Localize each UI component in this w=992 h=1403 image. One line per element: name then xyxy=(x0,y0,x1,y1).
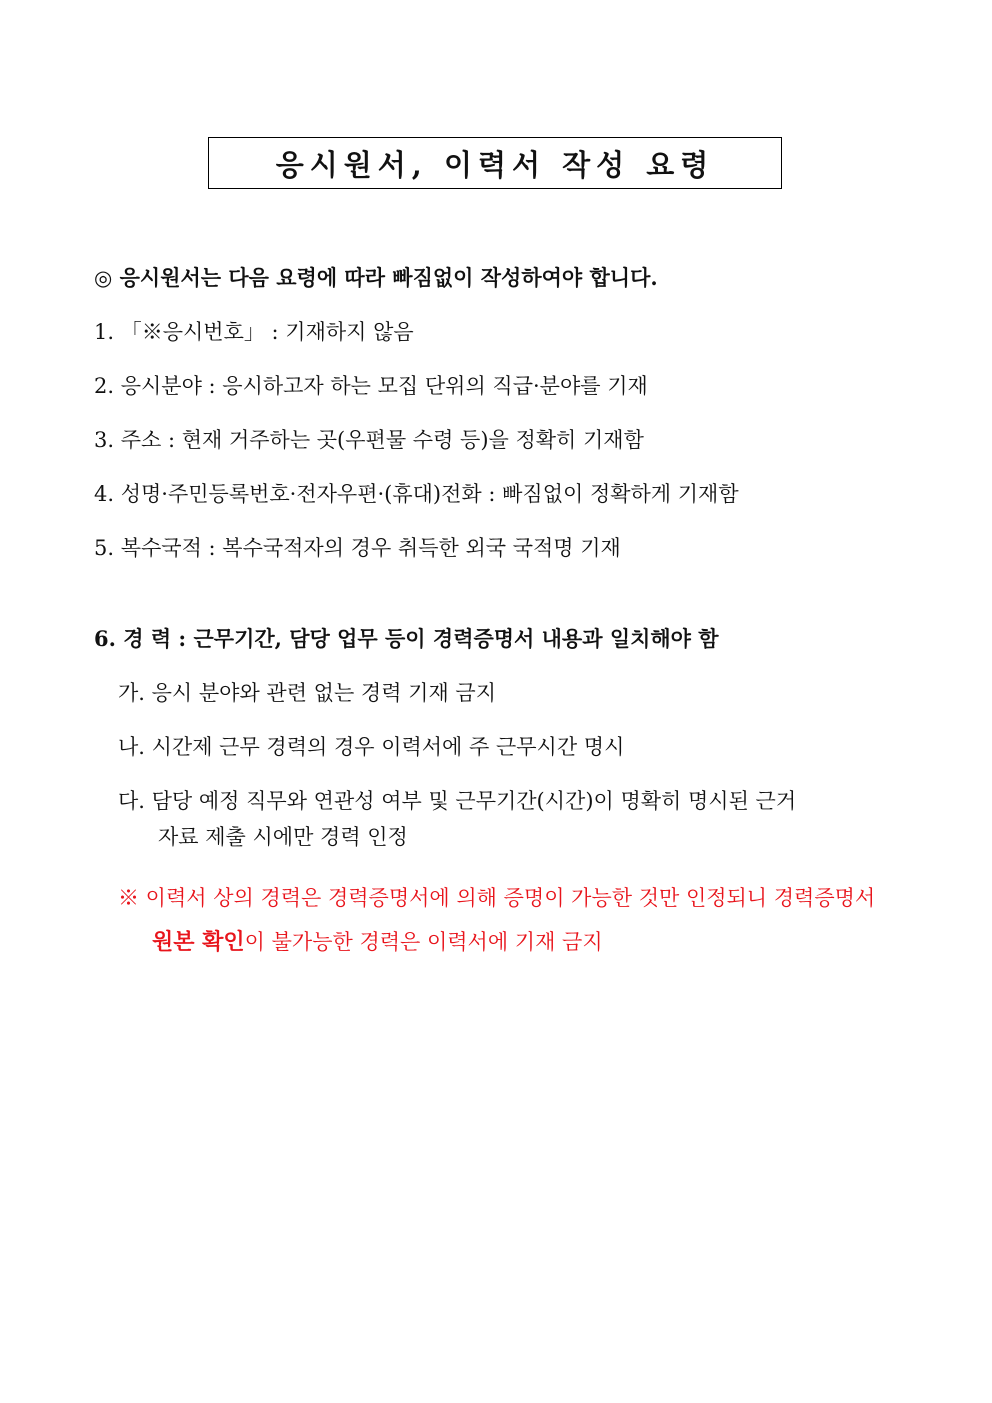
career-sub-item-2: 나. 시간제 근무 경력의 경우 이력서에 주 근무시간 명시 xyxy=(118,735,625,759)
notice-emphasis: 원본 확인 xyxy=(152,930,245,955)
career-sub-item-3-continued: 자료 제출 시에만 경력 인정 xyxy=(158,825,408,849)
title-box xyxy=(208,137,782,189)
list-item-1: 1. 「※응시번호」 : 기재하지 않음 xyxy=(94,320,414,344)
career-heading: 6. 경 력 : 근무기간, 담당 업무 등이 경력증명서 내용과 일치해야 함 xyxy=(94,626,719,651)
notice-line-1: ※ 이력서 상의 경력은 경력증명서에 의해 증명이 가능한 것만 인정되니 경력증명서 xyxy=(118,886,876,910)
list-item-4: 4. 성명·주민등록번호·전자우편·(휴대)전화 : 빠짐없이 정확하게 기재함 xyxy=(94,482,739,506)
notice-line-2 xyxy=(152,928,603,957)
career-sub-item-3: 다. 담당 예정 직무와 연관성 여부 및 근무기간(시간)이 명확히 명시된 근거 xyxy=(118,789,797,813)
career-sub-item-1: 가. 응시 분야와 관련 없는 경력 기재 금지 xyxy=(118,681,496,705)
list-item-5: 5. 복수국적 : 복수국적자의 경우 취득한 외국 국적명 기재 xyxy=(94,536,621,560)
list-item-3: 3. 주소 : 현재 거주하는 곳(우편물 수령 등)을 정확히 기재함 xyxy=(94,428,644,452)
notice-line-2-rest: 이 불가능한 경력은 이력서에 기재 금지 xyxy=(244,930,603,954)
intro-heading: ◎ 응시원서는 다음 요령에 따라 빠짐없이 작성하여야 합니다. xyxy=(94,265,658,290)
page-title: 응시원서, 이력서 작성 요령 xyxy=(275,147,715,182)
list-item-2: 2. 응시분야 : 응시하고자 하는 모집 단위의 직급·분야를 기재 xyxy=(94,374,648,398)
